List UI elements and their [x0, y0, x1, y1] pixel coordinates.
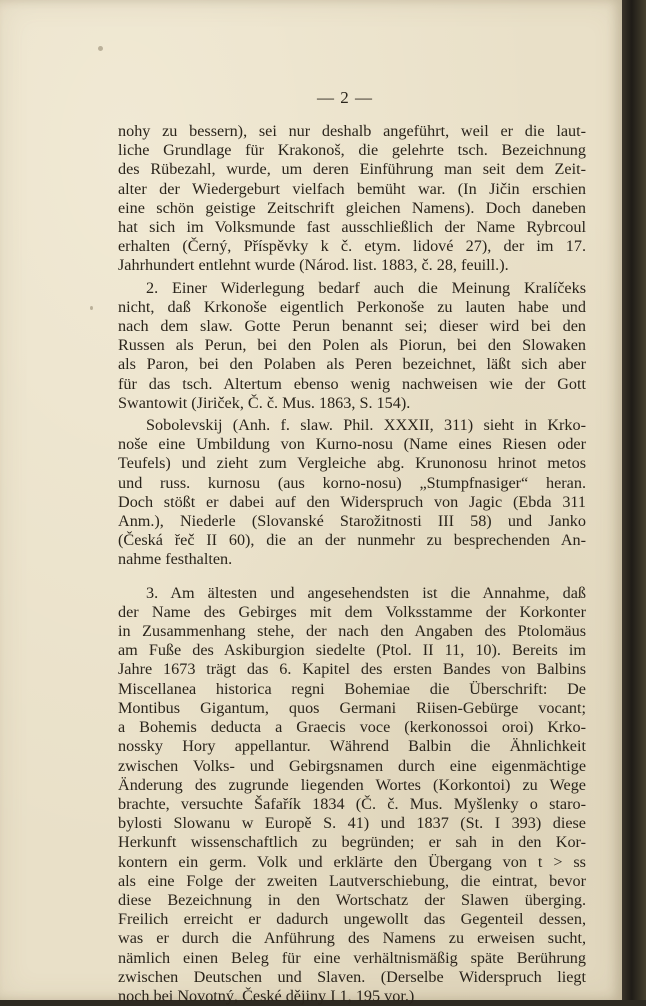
text-line: Montibus Gigantum, quos Germani Riisen-Gebürge vocant; [118, 698, 586, 717]
text-line: Sobolevskij (Anh. f. slaw. Phil. XXXII, 311) sieht in Krko- [146, 416, 586, 435]
text-line: der Name des Gebirges mit dem Volksstamme der Korkonter [118, 602, 586, 621]
paragraph [118, 122, 586, 276]
text-line: des Rübezahl, wurde, um deren Einführung man seit dem Zeit- [118, 160, 586, 179]
text-line: noch bei Novotný, České dějiny I 1, 195 vor.) [118, 986, 415, 1005]
text-line: in Zusammenhang stehe, der nach den Angaben des Ptolomäus [118, 622, 586, 641]
text-line: zwischen Deutschen und Slaven. (Derselbe Widerspruch liegt [118, 967, 586, 986]
text-line: alter der Wiedergeburt vielfach bemüht war. (In Jičin erschien [118, 179, 586, 198]
page-number: — 2 — [317, 88, 373, 107]
text-line: liche Grundlage für Krakonoš, die gelehrte tsch. Bezeichnung [118, 141, 586, 160]
text-line: Freilich erreicht er dadurch ungewollt das Gegenteil dessen, [118, 910, 586, 929]
text-line: für das tsch. Altertum ebenso wenig nachweisen wie der Gott [118, 374, 586, 393]
text-line: bylosti Slowanu w Europě S. 41) und 1837 (St. I 393) diese [118, 814, 586, 833]
text-line: nämlich einen Beleg für eine verhältnismäßig späte Berührung [118, 948, 586, 967]
text-line: 3. Am ältesten und angesehendsten ist die Annahme, daß [146, 583, 586, 602]
text-line: a Bohemis deducta a Graecis voce (kerkonossoi oroi) Krko- [118, 718, 586, 737]
text-line: kontern ein germ. Volk und erklärte den Übergang von t > ss [118, 852, 586, 871]
text-line: erhalten (Černý, Příspěvky k č. etym. lidové 27), der im 17. [118, 237, 586, 256]
text-line: als Paron, bei den Polaben als Peren bezeichnet, läßt sich aber [118, 355, 586, 374]
text-line: als eine Folge der zweiten Lautverschiebung, die eintrat, bevor [118, 871, 586, 890]
book-edge [622, 0, 646, 1000]
paragraph [118, 584, 586, 1006]
text-line: Miscellanea historica regni Bohemiae die Überschrift: De [118, 679, 586, 698]
text-line: Swantowit (Jiriček, Č. č. Mus. 1863, S. 154). [118, 393, 411, 412]
text-line: Jahre 1673 trägt das 6. Kapitel des ersten Bandes von Balbins [118, 660, 586, 679]
paragraph [118, 279, 586, 413]
text-line: Russen als Perun, bei den Polen als Piorun, bei den Slowaken [118, 336, 586, 355]
text-line: nohy zu bessern), sei nur deshalb angeführt, weil er die laut- [118, 122, 586, 140]
paragraph [118, 416, 586, 570]
text-line: eine schön geistige Zeitschrift gleichen Namens). Doch daneben [118, 198, 586, 217]
text-line: Herkunft wissenschaftlich zu begründen; er sah in den Kor- [118, 833, 586, 852]
text-line: noše eine Umbildung von Kurno-nosu (Name eines Riesen oder [118, 435, 586, 454]
text-line: und russ. kurnosu (aus korno-nosu) „Stumpfnasiger“ heran. [118, 473, 586, 492]
text-line: hat sich im Volksmunde fast ausschließlich der Name Rybrcoul [118, 218, 586, 237]
paper-speck [90, 306, 93, 310]
text-line: nach dem slaw. Gotte Perun benannt sei; dieser wird bei den [118, 317, 586, 336]
text-line: Jahrhundert entlehnt wurde (Národ. list. 1883, č. 28, feuill.). [118, 256, 509, 275]
text-line: brachte, versuchte Šafařík 1834 (Č. č. Mus. Myšlenky o staro- [118, 794, 586, 813]
text-line: Änderung des zugrunde liegenden Wortes (Korkontoi) zu Wege [118, 775, 586, 794]
text-line: (Česká řeč II 60), die an der nunmehr zu besprechenden An- [118, 531, 586, 550]
text-line: nahme festhalten. [118, 550, 233, 569]
paper-speck [98, 46, 103, 51]
text-line: Doch stößt er dabei auf den Widerspruch von Jagic (Ebda 311 [118, 492, 586, 511]
text-line: 2. Einer Widerlegung bedarf auch die Meinung Kralíčeks [146, 278, 586, 297]
text-line: Anm.), Niederle (Slovanské Starožitnosti III 58) und Janko [118, 512, 586, 531]
body-text [118, 122, 586, 1006]
text-line: diese Bezeichnung in den Wortschatz der Slawen überging. [118, 890, 586, 909]
text-line: nicht, daß Krkonoše eigentlich Perkonoše zu lauten habe und [118, 297, 586, 316]
text-line: Teufels) und zieht zum Vergleiche abg. Krunonosu hrinot metos [118, 454, 586, 473]
text-line: zwischen Volks- und Gebirgsnamen durch eine eigenmächtige [118, 756, 586, 775]
text-line: was er durch die Anführung des Namens zu erweisen sucht, [118, 929, 586, 948]
text-line: nossky Hory appellantur. Während Balbin die Ähnlichkeit [118, 737, 586, 756]
text-line: am Fuße des Askiburgion siedelte (Ptol. II 11, 10). Bereits im [118, 641, 586, 660]
